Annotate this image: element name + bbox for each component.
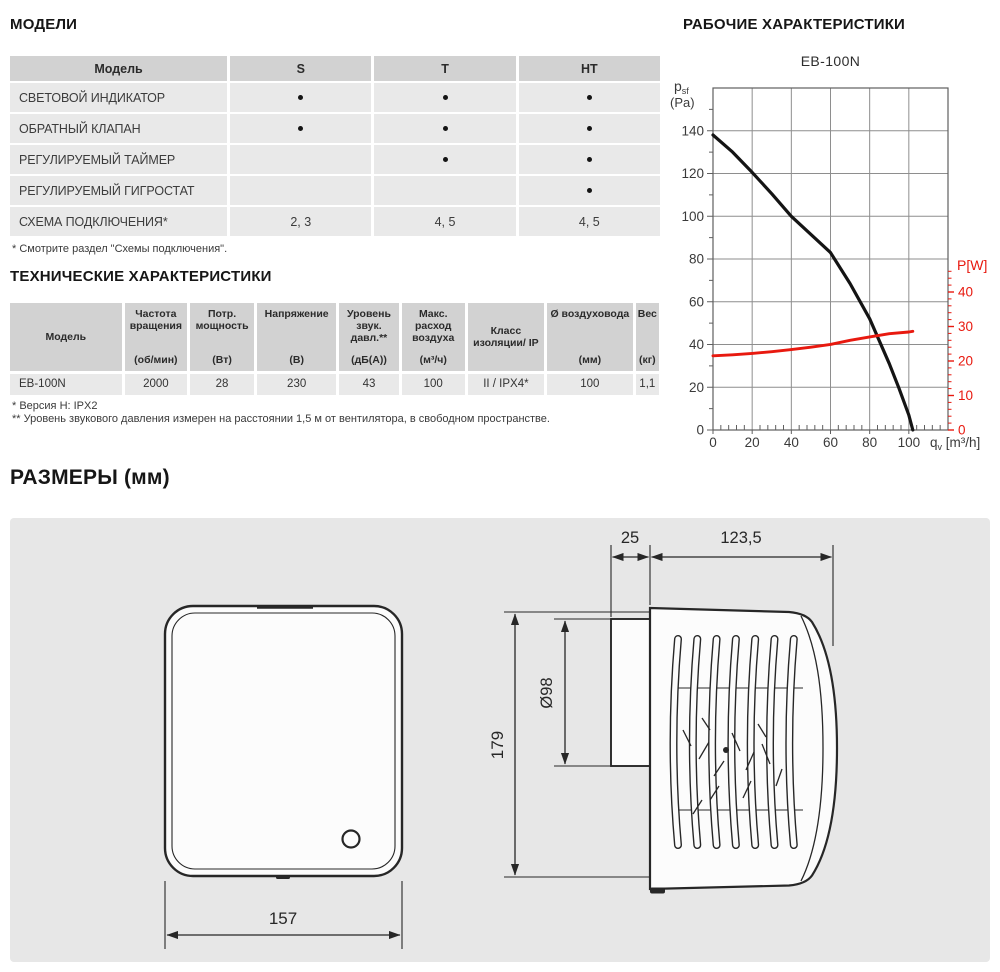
dimensions-heading: РАЗМЕРЫ (мм): [10, 466, 170, 489]
feature-value: 4, 5: [519, 207, 660, 236]
models-col-header-HT: HT: [519, 56, 660, 81]
feature-value: [230, 176, 371, 205]
models-heading: МОДЕЛИ: [10, 16, 78, 33]
feature-dot: [443, 157, 448, 162]
tech-header-name: Потр. мощность: [195, 308, 249, 332]
feature-dot: [298, 95, 303, 100]
svg-text:40: 40: [688, 337, 704, 352]
feature-label: СВЕТОВОЙ ИНДИКАТОР: [10, 83, 227, 112]
tech-header-unit: (мм): [578, 354, 602, 366]
svg-text:100: 100: [897, 435, 921, 450]
svg-text:20: 20: [744, 435, 760, 450]
tech-col-header: [190, 303, 254, 371]
feature-value: [519, 176, 660, 205]
right-axis-ticks: [948, 271, 954, 430]
svg-text:40: 40: [783, 435, 799, 450]
feature-value: [230, 114, 371, 143]
models-footnote: * Смотрите раздел "Схемы подключения".: [12, 243, 228, 255]
front-width-label: 157: [268, 909, 298, 928]
svg-text:100: 100: [681, 208, 704, 224]
performance-heading: РАБОЧИЕ ХАРАКТЕРИСТИКИ: [683, 16, 906, 33]
feature-value: [374, 145, 515, 174]
height-label: 179: [488, 730, 507, 760]
feature-dot: [587, 157, 592, 162]
tech-header-name: Ø воздуховода: [550, 308, 630, 320]
tech-col-header: [402, 303, 465, 371]
feature-dot: [587, 95, 592, 100]
tech-heading: ТЕХНИЧЕСКИЕ ХАРАКТЕРИСТИКИ: [10, 268, 272, 285]
tech-value-cell: 230: [257, 374, 336, 395]
tech-model-cell: EB-100N: [10, 374, 122, 395]
chart-tick-labels: [681, 123, 973, 450]
tech-value-cell: 100: [547, 374, 633, 395]
feature-value: [519, 145, 660, 174]
chart-title: EB-100N: [800, 53, 861, 69]
feature-value: [374, 83, 515, 112]
feature-dot: [587, 188, 592, 193]
svg-text:20: 20: [688, 379, 704, 395]
y-axis-unit: (Pa): [670, 95, 695, 110]
tech-value-cell: 2000: [125, 374, 188, 395]
svg-text:10: 10: [958, 388, 974, 403]
tech-header-name: Класс изоляции/ IP: [473, 325, 539, 349]
feature-value: [519, 83, 660, 112]
feature-dot: [298, 126, 303, 131]
svg-text:0: 0: [709, 435, 717, 450]
svg-text:140: 140: [681, 123, 704, 139]
duct-depth-label: 25: [620, 529, 640, 547]
models-table: [10, 56, 660, 236]
tech-col-header: [257, 303, 336, 371]
feature-value: [230, 145, 371, 174]
feature-label: РЕГУЛИРУЕМЫЙ ТАЙМЕР: [10, 145, 227, 174]
tech-col-header: [547, 303, 633, 371]
tech-value-cell: 1,1: [636, 374, 659, 395]
tech-value-cell: 28: [190, 374, 254, 395]
svg-text:60: 60: [822, 435, 839, 450]
models-col-header-T: T: [374, 56, 515, 81]
tech-header-name: Модель: [45, 331, 87, 343]
feature-value: 2, 3: [230, 207, 371, 236]
bottom-tab: [650, 888, 665, 894]
tech-header-name: Вес: [637, 308, 657, 320]
tech-header-unit: (об/мин): [134, 354, 178, 366]
hub-dot: [723, 747, 729, 753]
dimensions-drawing: [10, 518, 990, 962]
tech-footnote-2: ** Уровень звукового давления измерен на расстоянии 1,5 м от вентилятора, в свободном пространстве.: [12, 413, 550, 425]
feature-dot: [587, 126, 592, 131]
feature-label: ОБРАТНЫЙ КЛАПАН: [10, 114, 227, 143]
tech-footnote-1: * Версия H: IPX2: [12, 400, 98, 412]
feature-value: [519, 114, 660, 143]
tech-table: [10, 303, 655, 395]
svg-text:60: 60: [688, 294, 704, 310]
feature-dot: [443, 95, 448, 100]
models-col-header-S: S: [230, 56, 371, 81]
feature-value: [374, 176, 515, 205]
tech-value-cell: 43: [339, 374, 398, 395]
svg-text:80: 80: [688, 251, 704, 267]
tech-col-header: [636, 303, 659, 371]
tech-col-header: [468, 303, 544, 371]
tech-header-unit: (кг): [638, 354, 656, 366]
front-view-drawing: [165, 606, 402, 879]
feature-label: СХЕМА ПОДКЛЮЧЕНИЯ*: [10, 207, 227, 236]
models-col-header-model: Модель: [10, 56, 227, 81]
tech-col-header: [125, 303, 188, 371]
tech-header-name: Напряжение: [264, 308, 329, 320]
body-depth-label: 123,5: [720, 529, 762, 547]
performance-chart: [660, 78, 1000, 470]
tech-value-cell: II / IPX4*: [468, 374, 544, 395]
svg-text:30: 30: [958, 319, 974, 334]
tech-col-header: [10, 303, 122, 371]
chart-ticks: [707, 109, 940, 434]
x-axis-label: $q_v$ [m³/h]: [930, 435, 981, 452]
static-pressure-curve: [713, 135, 913, 430]
tech-col-header: [339, 303, 398, 371]
duct-diameter-label: Ø98: [538, 677, 556, 709]
svg-text:0: 0: [696, 422, 704, 438]
tech-value-cell: 100: [402, 374, 465, 395]
feature-value: [374, 114, 515, 143]
feature-value: 4, 5: [374, 207, 515, 236]
tech-header-name: Уровень звук. давл.**: [347, 308, 391, 344]
tech-header-unit: (Вт): [212, 354, 232, 366]
chart-grid: [713, 88, 948, 430]
tech-header-unit: (В): [289, 354, 304, 366]
svg-text:20: 20: [958, 353, 974, 369]
svg-text:0: 0: [958, 422, 966, 438]
y-axis-label: $p_{sf}$: [674, 78, 689, 96]
feature-label: РЕГУЛИРУЕМЫЙ ГИГРОСТАТ: [10, 176, 227, 205]
tech-header-name: Частота вращения: [129, 308, 183, 332]
svg-text:80: 80: [862, 435, 878, 450]
tech-header-unit: (м³/ч): [419, 354, 447, 366]
svg-text:120: 120: [681, 166, 704, 181]
svg-text:40: 40: [958, 284, 974, 300]
tech-header-unit: (дБ(А)): [351, 354, 387, 366]
right-axis-label: P[W]: [957, 257, 988, 273]
feature-dot: [443, 126, 448, 131]
feature-value: [230, 83, 371, 112]
tech-header-name: Макс. расход воздуха: [412, 308, 455, 344]
